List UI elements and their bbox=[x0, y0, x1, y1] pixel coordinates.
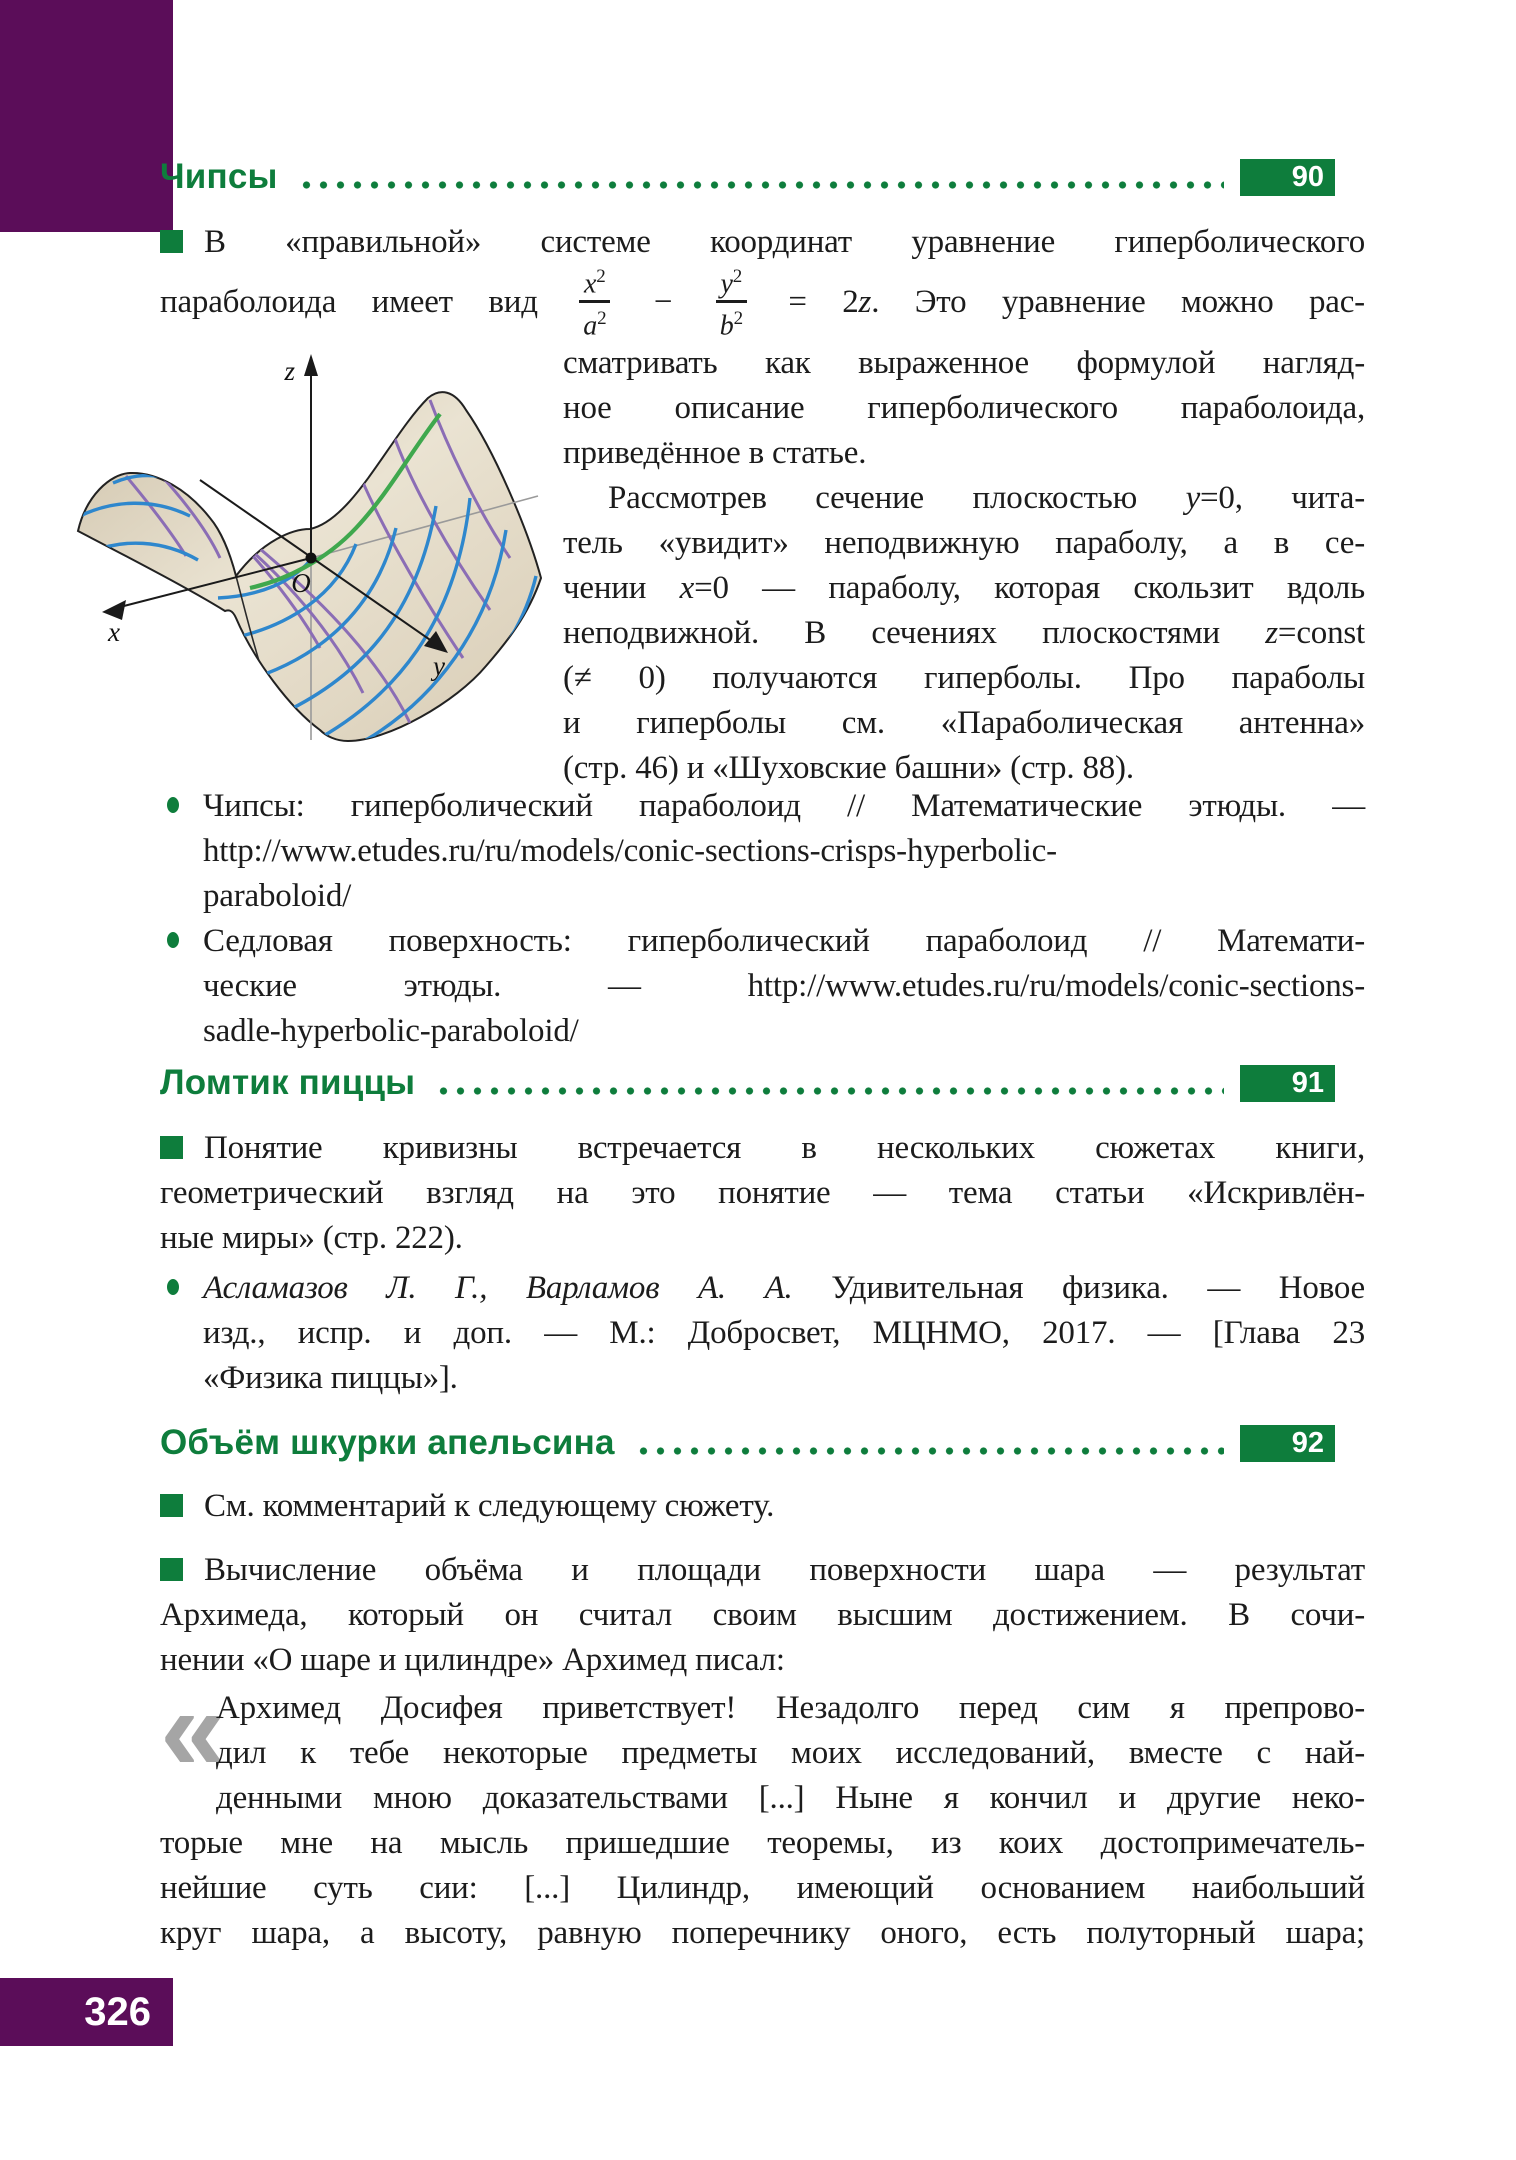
page-number: 326 bbox=[84, 1990, 151, 2034]
green-square-bullet bbox=[160, 230, 183, 253]
text-line: дил к тебе некоторые предметы моих исследований, вместе с най- bbox=[216, 1735, 1365, 1771]
section-heading-90 bbox=[160, 156, 1365, 198]
text-line: Рассмотрев сечение плоскостью y=0, чита- bbox=[608, 480, 1366, 516]
origin-label: O bbox=[291, 568, 311, 598]
y-axis-label: y bbox=[433, 651, 445, 681]
paragraph-lines bbox=[563, 476, 1365, 791]
paragraph-lines bbox=[160, 1484, 1365, 1529]
archimedes-quote bbox=[160, 1664, 1365, 1956]
green-square-bullet bbox=[160, 1494, 183, 1517]
page-number-badge bbox=[0, 1978, 173, 2046]
green-square-bullet bbox=[160, 1558, 183, 1581]
section-title: Ломтик пиццы bbox=[160, 1063, 416, 1102]
section-title: Чипсы bbox=[160, 157, 278, 196]
reference-lines bbox=[203, 784, 1365, 919]
green-square-bullet bbox=[160, 1136, 183, 1159]
minus-operator: − bbox=[653, 284, 673, 321]
text-line: изд., испр. и доп. — М.: Добросвет, МЦНМО, 2017. — [Глава 23 bbox=[203, 1315, 1365, 1351]
z-axis-label: z bbox=[284, 356, 295, 386]
dotted-leader bbox=[298, 180, 1224, 190]
fraction-x2-a2: $\frac{x^2}{a^2}$ bbox=[579, 262, 610, 341]
text-line: круг шара, а высоту, равную поперечнику оного, есть полуторный шара; bbox=[160, 1915, 1365, 1951]
text-line: тель «увидит» неподвижную параболу, а в се- bbox=[563, 525, 1365, 561]
paragraph-90-beside-figure bbox=[563, 341, 1365, 791]
text-line: (стр. 46) и «Шуховские башни» (стр. 88). bbox=[563, 750, 1134, 786]
paragraph-lines bbox=[160, 1126, 1365, 1261]
paragraph-lines bbox=[563, 341, 1365, 476]
list-bullet-icon bbox=[167, 1279, 179, 1295]
text-line: приведённое в статье. bbox=[563, 435, 867, 471]
text-line: Архимеда, который он считал своим высшим достижением. В сочи- bbox=[160, 1597, 1365, 1633]
list-bullet-icon bbox=[167, 797, 179, 813]
corner-decoration-block bbox=[0, 0, 173, 232]
references-list-90 bbox=[160, 784, 1365, 1054]
saddle-surface-illustration bbox=[58, 348, 543, 743]
text-line: нении «О шаре и цилиндре» Архимед писал: bbox=[160, 1642, 785, 1678]
text-line: http://www.etudes.ru/ru/models/conic-sections-crisps-hyperbolic- bbox=[203, 833, 1057, 869]
text-line: неподвижной. В сечениях плоскостями z=const bbox=[563, 615, 1365, 651]
text-line: (≠ 0) получаются гиперболы. Про параболы bbox=[563, 660, 1365, 696]
text-line: и гиперболы см. «Параболическая антенна» bbox=[563, 705, 1365, 741]
quote-lines bbox=[160, 1664, 1365, 1956]
text-line: Чипсы: гиперболический параболоид // Математические этюды. — bbox=[203, 788, 1365, 824]
text-line: торые мне на мысль пришедшие теоремы, из коих достопримечатель- bbox=[160, 1825, 1365, 1861]
text-line: ные миры» (стр. 222). bbox=[160, 1220, 463, 1256]
paragraph-90-intro bbox=[160, 220, 1365, 361]
list-item bbox=[160, 784, 1365, 919]
x-axis-label: x bbox=[108, 617, 120, 647]
origin-point bbox=[306, 553, 317, 564]
text-line: В «правильной» системе координат уравнение гиперболического bbox=[204, 224, 1365, 260]
paragraph-lines bbox=[160, 220, 1365, 361]
text-line: Вычисление объёма и площади поверхности шара — результат bbox=[204, 1552, 1365, 1588]
section-number-badge: 90 bbox=[1240, 159, 1335, 196]
text-line: paraboloid/ bbox=[203, 878, 352, 914]
text-line: Седловая поверхность: гиперболический параболоид // Математи- bbox=[203, 923, 1365, 959]
text-line: нейшие суть сии: [...] Цилиндр, имеющий основанием наибольший bbox=[160, 1870, 1365, 1906]
text-line: денными мною доказательствами [...] Ныне я кончил и другие неко- bbox=[216, 1780, 1365, 1816]
z-axis-arrowhead bbox=[304, 354, 318, 376]
list-item bbox=[160, 919, 1365, 1054]
dotted-leader bbox=[435, 1086, 1224, 1096]
list-bullet-icon bbox=[167, 932, 179, 948]
paragraph-92-b bbox=[160, 1548, 1365, 1683]
text-line: ное описание гиперболического параболоида, bbox=[563, 390, 1365, 426]
references-list-91 bbox=[160, 1266, 1365, 1401]
text-line: чении x=0 — параболу, которая скользит вдоль bbox=[563, 570, 1365, 606]
section-heading-92 bbox=[160, 1422, 1365, 1464]
list-item bbox=[160, 1266, 1365, 1401]
text-line: сматривать как выраженное формулой нагляд- bbox=[563, 345, 1365, 381]
formula-lead-text: параболоида имеет вид bbox=[160, 284, 538, 321]
text-line: ческие этюды. — http://www.etudes.ru/ru/models/conic-sections- bbox=[203, 968, 1365, 1004]
formula-rhs: = 2z. Это уравнение можно рас- bbox=[788, 284, 1365, 321]
section-number-badge: 91 bbox=[1240, 1065, 1335, 1102]
paragraph-92-a bbox=[160, 1484, 1365, 1529]
paragraph-91 bbox=[160, 1126, 1365, 1261]
reference-lines bbox=[203, 919, 1365, 1054]
fraction-y2-b2: $\frac{y^2}{b^2}$ bbox=[716, 262, 747, 341]
quote-mark-icon: « bbox=[160, 1664, 226, 1796]
section-number-badge: 92 bbox=[1240, 1425, 1335, 1462]
paragraph-lines bbox=[160, 1548, 1365, 1683]
text-line: Асламазов Л. Г., Варламов А. А. Удивительная физика. — Новое bbox=[203, 1270, 1365, 1306]
dotted-leader bbox=[635, 1446, 1224, 1456]
text-line: sadle-hyperbolic-paraboloid/ bbox=[203, 1013, 579, 1049]
section-heading-91 bbox=[160, 1062, 1365, 1104]
text-line: Понятие кривизны встречается в нескольких сюжетах книги, bbox=[204, 1130, 1365, 1166]
text-line: См. комментарий к следующему сюжету. bbox=[204, 1488, 775, 1524]
text-line: «Физика пиццы»]. bbox=[203, 1360, 458, 1396]
reference-lines bbox=[203, 1266, 1365, 1401]
section-title: Объём шкурки апельсина bbox=[160, 1423, 615, 1462]
hyperbolic-paraboloid-figure bbox=[58, 348, 543, 743]
text-line: геометрический взгляд на это понятие — тема статьи «Искривлён- bbox=[160, 1175, 1365, 1211]
text-line: Архимед Досифея приветствует! Незадолго перед сим я препрово- bbox=[216, 1690, 1365, 1726]
